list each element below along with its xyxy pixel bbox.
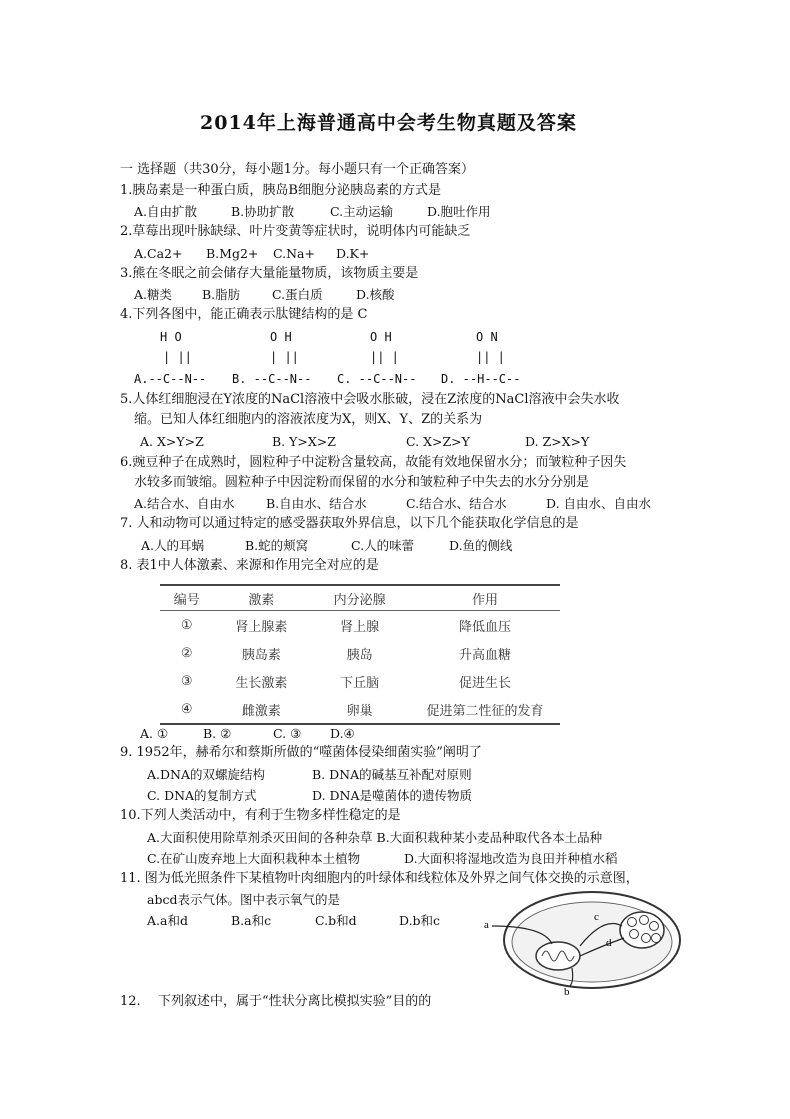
option-d: D. --H--C--	[441, 372, 521, 386]
question-stem: 下列叙述中，属于“性状分离比模拟实验”目的的	[158, 994, 432, 1009]
label-a: a	[484, 919, 489, 931]
option-b: B. Y>X>Z	[272, 434, 336, 449]
question-stem-line1: 5.人体红细胞浸在Y浓度的NaCl溶液中会吸水胀破，浸在Z浓度的NaCl溶液中会失水收	[120, 392, 620, 407]
option-b: B.脂肪	[202, 287, 241, 302]
question-stem: 8. 表1中人体激素、来源和作用完全对应的是	[120, 558, 379, 573]
table-cell: 卵巢	[309, 695, 410, 724]
option-a: A.DNA的双螺旋结构	[147, 767, 265, 782]
bond-mid-a: | ||	[163, 350, 192, 364]
option-d: D.鱼的侧线	[449, 538, 513, 553]
bond-mid-d: || |	[476, 350, 505, 364]
option-a: A. X>Y>Z	[140, 434, 204, 449]
question-stem-line2: abcd表示气体。图中表示氧气的是	[147, 892, 340, 907]
option-c: C.人的味蕾	[351, 538, 415, 553]
question-stem: 1.胰岛素是一种蛋白质，胰岛B细胞分泌胰岛素的方式是	[120, 183, 441, 198]
option-b: B. --C--N--	[232, 372, 312, 386]
option-c: C.主动运输	[330, 204, 394, 219]
option-a: A.a和d	[147, 913, 188, 928]
option-d: D.核酸	[356, 287, 395, 302]
label-d: d	[606, 937, 612, 949]
table-cell: ④	[160, 695, 213, 724]
question-stem: 7. 人和动物可以通过特定的感受器获取外界信息，以下几个能获取化学信息的是	[120, 516, 579, 531]
table-row	[160, 639, 560, 667]
question-stem-line1: 6.豌豆种子在成熟时，圆粒种子中淀粉含量较高，故能有效地保留水分；而皱粒种子因失	[120, 455, 627, 470]
table-header-row	[160, 585, 560, 611]
option-b: B.协助扩散	[231, 204, 295, 219]
question-number: 12.	[120, 994, 141, 1009]
option-d: D.胞吐作用	[427, 204, 491, 219]
option-a: A.糖类	[134, 287, 173, 302]
option-b: B. DNA的碱基互补配对原则	[312, 767, 472, 782]
option-d: D. Z>X>Y	[525, 434, 590, 449]
table-cell: 降低血压	[458, 619, 511, 635]
table-header: 作用	[410, 585, 560, 611]
option-c: C.b和d	[315, 913, 357, 928]
label-c: c	[594, 911, 599, 923]
table-header: 激素	[213, 585, 309, 611]
option-a: A. ①	[140, 726, 169, 741]
question-stem: 2.草莓出现叶脉缺绿、叶片变黄等症状时，说明体内可能缺乏	[120, 224, 471, 239]
option-c: C.结合水、结合水	[406, 496, 507, 511]
table-row	[160, 667, 560, 695]
table-cell: 促进第二性征的发育	[410, 695, 560, 724]
cell-gas-exchange-diagram	[484, 886, 684, 996]
option-b: B.a和c	[231, 913, 272, 928]
option-d: D.b和c	[399, 913, 441, 928]
table-cell: 胰岛	[346, 647, 373, 663]
question-stem: 3.熊在冬眠之前会储存大量能量物质，该物质主要是	[120, 266, 419, 281]
table-cell: 升高血糖	[458, 647, 511, 663]
bond-top-d: O N	[476, 330, 498, 344]
table-row	[160, 695, 560, 724]
option-b: B. ②	[203, 726, 232, 741]
question-stem: 11. 图为低光照条件下某植物叶肉细胞内的叶绿体和线粒体及外界之间气体交换的示意图，	[120, 871, 639, 886]
option-d: D. 自由水、自由水	[546, 496, 652, 511]
table-cell: 下丘脑	[340, 675, 380, 691]
option-d: D. DNA是噬菌体的遗传物质	[312, 788, 473, 803]
question-stem: 4.下列各图中，能正确表示肽键结构的是 C	[120, 307, 368, 322]
table-cell: 肾上腺	[340, 619, 380, 635]
option-c: C. --C--N--	[337, 372, 417, 386]
table-cell: 促进生长	[458, 675, 511, 691]
option-c: C. DNA的复制方式	[147, 788, 257, 803]
bond-top-b: O H	[270, 330, 292, 344]
question-stem: 9. 1952年，赫希尔和蔡斯所做的“噬菌体侵染细菌实验”阐明了	[120, 745, 482, 760]
option-a: A.结合水、自由水	[134, 496, 235, 511]
option-d: D.④	[330, 726, 355, 741]
table-cell: ②	[180, 645, 193, 661]
option-c: C. X>Z>Y	[406, 434, 470, 449]
option-b: B.Mg2+	[206, 246, 259, 261]
question-stem: 10.下列人类活动中，有利于生物多样性稳定的是	[120, 808, 401, 823]
bond-top-a: H O	[160, 330, 182, 344]
bond-mid-c: || |	[370, 350, 399, 364]
question-stem-line2: 水较多而皱缩。圆粒种子中因淀粉而保留的水分和皱粒种子中失去的水分分别是	[134, 475, 590, 490]
option-c: C. ③	[273, 726, 302, 741]
table-cell: ①	[180, 617, 193, 633]
option-b: B.自由水、结合水	[266, 496, 367, 511]
option-ab: A.大面积使用除草剂杀灭田间的各种杂草 B.大面积栽种某小麦品种取代各本土品种	[147, 830, 603, 845]
table-cell: 胰岛素	[241, 647, 281, 663]
table-header: 内分泌腺	[309, 585, 410, 611]
option-c: C.蛋白质	[272, 287, 323, 302]
option-a: A.自由扩散	[134, 204, 198, 219]
table-header: 编号	[160, 585, 213, 611]
table-cell: ③	[180, 673, 193, 689]
option-a: A.--C--N--	[134, 372, 207, 386]
question-stem-line2: 缩。已知人体红细胞内的溶液浓度为X，则X、Y、Z的关系为	[134, 412, 483, 427]
option-c: C.Na+	[273, 246, 315, 261]
bond-top-c: O H	[370, 330, 392, 344]
option-c: C.在矿山废弃地上大面积栽种本土植物	[147, 851, 361, 866]
option-a: A.Ca2+	[134, 246, 183, 261]
table-cell: 肾上腺素	[235, 619, 288, 635]
table-cell: 雌激素	[213, 695, 309, 724]
section-heading: 一 选择题（共30分，每小题1分。每小题只有一个正确答案）	[120, 162, 474, 177]
label-b: b	[564, 986, 570, 996]
table-row	[160, 611, 560, 640]
page-title: 2014年上海普通高中会考生物真题及答案	[200, 112, 577, 134]
bond-mid-b: | ||	[270, 350, 299, 364]
option-d: D.大面积将湿地改造为良田并种植水稻	[404, 851, 618, 866]
option-d: D.K+	[336, 246, 370, 261]
option-a: A.人的耳蜗	[141, 538, 205, 553]
table-cell: 生长激素	[235, 675, 288, 691]
hormone-table	[160, 584, 560, 725]
option-b: B.蛇的颊窝	[245, 538, 309, 553]
